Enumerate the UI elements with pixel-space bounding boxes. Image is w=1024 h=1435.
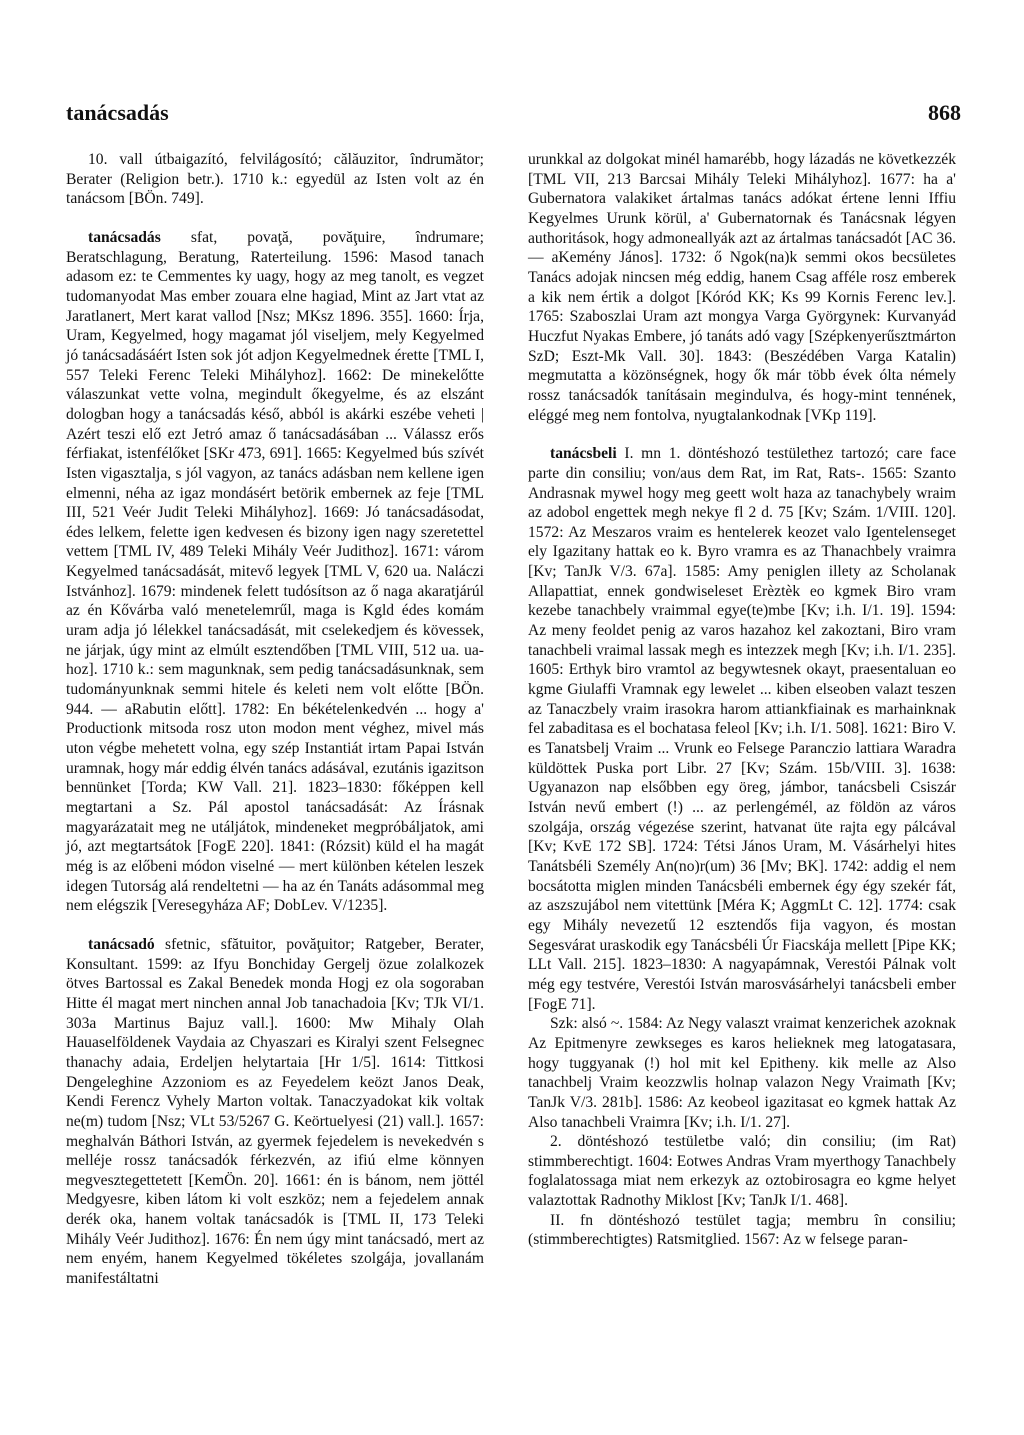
running-headword: tanácsadás bbox=[66, 100, 169, 125]
szk-paragraph: Szk: alsó ~. 1584: Az Negy valaszt vraimat kenzerichek azoknak Az Epitmenyre zewkseges es karos helieknek meg latogatasara, hogy tuggyanak (!) hol mit kel Epitheny. kik melle az Also tanachbelj Vraim keozzwlis holnap valazon Negy Vraimath [Kv; TanJk V/3. 281b]. 1586: Az keobeol igazitasat eo kgmek hattak Az Also tanachbeli Vraimra [Kv; i.h. I/1. 27]. bbox=[528, 1015, 956, 1131]
continued-paragraph: urunkkal az dolgokat minél hamarébb, hogy lázadás ne következzék [TML VII, 213 Barcsai Mihály Teleki Mihályhoz]. 1677: ha a' Gubernatora valakiket ártalmas tanács adókat értene lenni Iffiu Kegyelmes Urunk körül, a' Gubernatornak és Tanácsnak légyen authoritások, hogy admoneallyák azt az ártalmas tanácsadót [AC 36. — aKemény János]. 1732: ő Ngok(na)k semmi okos becsületes Tanács adojak nincsen még eddig, hanem Csag afféle rosz emberek a kik nem értik a dolgot [Kóród KK; Ks 99 Kornis Ferenc lev.]. 1765: Szaboszlai Uram azt mongya Varga Györgynek: Kurvanyád Huczfut Nyakas Embere, jó tanáts adó vagy [Szépkenyerűsztmárton SzD; Eszt-Mk Vall. 30]. 1843: (Beszédében Varga Katalin) megmutatta a közönségnek, hogy ők már több évek ólta némely rossz tanácsadók tanításain megindulva, és hogy-mint tennének, eléggé meg nem fontolva, nyugtalankodnak [VKp 119]. bbox=[528, 151, 956, 424]
entry-body: sfetnic, sfătuitor, povăţuitor; Ratgeber, Berater, Konsultant. 1599: az Ifyu Bonchiday Gergelj özue zolalkozek ötves Bartossal es Zakal Benedek monda Hogj ez ola sogoraban Hitte él magat mert ninchen annal Job tanachadoia [Kv; TJk VI/1. 303a Martinus Bajuz vall.]. 1600: Mw Mihaly Olah Hauaselföldenek Vaydaia az Chyaszari es Kiralyi szent Felsegnec thanachy adaia, Erdeljen helytartaia [Hr 1/5]. 1614: Tittkosi Dengeleghine Azzoniom es az Feyedelem keözt Janos Deak, Kendi Ferencz Vyhely Marton voltak. Tanaczyadokat kik voltak ne(m) tudom [Nsz; VLt 53/5267 G. Keörtuelyesi (21) vall.]. 1657: meghalván Báthori István, az gyermek fejedelem is nevekedvén s melléje rossz tanácsadók férkezvén, az ifiú elme könnyen megvesztegettetett [KemÖn. 20]. 1661: én is bánom, nem jöttél Medgyesre, kiben látom ki volt eszköz; nem a fejedelem annak derék oka, hanem voltak tanácsadók is [TML II, 173 Teleki Mihály Veér Judithoz]. 1676: Én nem úgy mint tanácsadó, mert az nem enyém, hanem Kegyelmed tökéletes szolgája, jovallanám manifestáltatni bbox=[66, 935, 484, 1288]
sense-10-paragraph: 10. vall útbaigazító, felvilágosító; călăuzitor, îndrumător; Berater (Religion betr.). 1710 k.: egyedül az Isten volt az én tanácsom [BÖn. 749]. bbox=[66, 151, 484, 208]
page-number: 868 bbox=[928, 100, 961, 125]
entry-headword: tanácsadó bbox=[88, 935, 155, 953]
sense-II-paragraph: II. fn döntéshozó testület tagja; membru în consiliu; (stimmberechtigtes) Ratsmitglied. 1567: Az w felsege paran- bbox=[528, 1211, 956, 1249]
entry-body: sfat, povaţă, povăţuire, îndrumare; Beratschlagung, Beratung, Raterteilung. 1596: Masod tanach adasom ez: te Cemmentes ky uagy, hogy az meg tanolt, es vegzet tudomanyodat Mas ember zouara elne hagiad, Mint az Jart vtat az Jaratlanert, Mert karat vallod [Nsz; MKsz 1896. 355]. 1660: Írja, Uram, Kegyelmed, hogy magamat jól viseljem, mely Kegyelmed jó tanácsadásáért Isten sok jót adjon Kegyelmednek érette [TML I, 557 Teleki Ferenc Teleki Mihályhoz]. 1662: De minekelőtte válaszunkat vette volna, megindult őkegyelme, és az elszánt dologban hogy a tanácsadás késő, abból is akárki eszébe veheti | Azért teszi elő ezt Jetró amaz ő tanácsadásában ... Válassz erős férfiakat, istenfélőket [SKr 473, 691]. 1665: Kegyelmed bús szívét Isten vigasztalja, s jól vagyon, az tanács adásban nem kellene igen elmenni, néha az igaz mondásért betörik embernek az feje [TML III, 521 Veér Judit Teleki Mihályhoz]. 1669: Jó tanácsadásodat, édes lelkem, felette igen kedvesen és bizony igen nagy szeretettel vettem [TML IV, 489 Teleki Mihály Veér Judithoz]. 1671: várom Kegyelmed tanácsadását, mitevő legyek [TML V, 620 ua. Naláczi Istvánhoz]. 1679: mindenek felett tudósítson az ő naga akaratjárúl az én Kővárba való menetelemrűl, maga is Kgld édes komám uram adja jó lélekkel tanácsadását, mit cselekedjem és kövessek, ne járjak, úgy mint az elmúlt esztendőben [TML VIII, 512 ua. ua-hoz]. 1710 k.: sem magunknak, sem pedig tanácsadásunknak, sem tudományunknak semmi hitele és keleti nem volt előtte [BÖn. 944. — aRabutin előtt]. 1782: En békételenkedvén ... hogy a' Productionk mitsoda rosz uton modon ment véghez, mivel más uton végbe mehetett volna, egy szép Instantiát irtam Papai István uramnak, hogy már eddig élvén tanács adásával, ezutánis igazitson bennünket [Torda; KW Vall. 21]. 1823–1830: főképpen kell megtartani a Sz. Pál apostol tanácsadását: Az Írásnak magyarázatait meg ne utáljátok, mindeneket megpróbáljatok, ami jó, azt megtartsátok [FogE 220]. 1841: (Rózsit) küld el ha magát még is az előbeni módon viselné — mert különben kételen leszek idegen Tutorság alá rendeltetni — ha az én Tanáts adásommal meg nem elégszik [Veresegyháza AF; DobLev. V/1235]. bbox=[66, 228, 484, 915]
right-column bbox=[528, 150, 956, 1250]
entry-body: I. mn 1. döntéshozó testülethez tartozó; care face parte din consiliu; von/aus dem Rat, im Rat, Rats-. 1565: Szanto Andrasnak mywel hogy meg geett wolt haza az tanachybely wraim az adobol engettek megh nekye fl 2 d. 75 [Kv; Szám. 1/VIII. 120]. 1572: Az Meszaros vraim es hentelerek keozet valo Igentelenseget ely Igazitany hattak eo k. Byro vramra es az Thanachbely vraimra [Kv; TanJk V/3. 67a]. 1585: Amy peniglen illety az Scholanak Allapattiat, ennek gondwiseleset Erèztèk eo kgmek Biro vram kezebe tanachbely vraimmal egye(te)mbe [Kv; i.h. I/1. 19]. 1594: Az meny feoldet penig az varos hazahoz kel zakoztani, Biro vram tanachbeli vraimal lassak megh es intezzek megh [Kv; i.h. I/1. 235]. 1605: Erthyk biro vramtol az begywtesnek okayt, praesentaluan eo kgme Giulaffi Vramnak egy lewelet ... kiben elseoben valazt teszen az Tanaczbely vraim irasokra harom attiankfiainak es marhainknak fel zabaditasa es el bochatasa feleol [Kv; i.h. I/1. 508]. 1621: Biro V. es Tanatsbelj Vraim ... Vrunk eo Felsege Paranczio lattiara Waradra küldöttek Puska port Libr. 27 [Kv; Szám. 15b/VIII. 3]. 1638: Ugyanazon nap elsőbben egy öreg, jámbor, tanácsbeli Csiszár István nevű embert (!) ... az perlengémél, az földön az város szolgája, ország végezése szerint, hatvanat üte rajta egy pálcával [Kv; KvE 172 SB]. 1724: Tétsi János Uram, M. Vásárhelyi hites Tanátsbéli Személy An(no)r(um) 36 [Mv; BK]. 1742: addig el nem bocsátotta miglen minden Tanácsbéli embernek égy égy szekér fát, az aszszujábol nem vitettünk [Méra K; AggmLt C. 12]. 1774: csak egy Mihály nevezetű 12 esztendős fija vagyon, és mostan Segesvárat uraskodik egy Tanácsbéli Úr Fiacskája mellett [Pipe KK; LLt Vall. 215]. 1823–1830: A nagyapámnak, Verestói Pálnak volt még egy testvére, Verestói István marosvásárhelyi tanácsbeli ember [FogE 71]. bbox=[528, 445, 956, 1013]
entry-tanacsbeli bbox=[528, 444, 956, 1014]
entry-headword: tanácsadás bbox=[88, 228, 161, 246]
entry-headword: tanácsbeli bbox=[550, 445, 617, 463]
entry-tanacsadas bbox=[66, 228, 484, 916]
entry-tanacsado bbox=[66, 935, 484, 1289]
left-column bbox=[66, 150, 484, 1289]
sense-2-paragraph: 2. döntéshozó testületbe való; din consiliu; (im Rat) stimmberechtigt. 1604: Eotwes Andras Vram myerthogy Tanachbely foglalatossaga miat nem erkezyk az oztobirosagra eo kgme helyet valaztottak Radnothy Miklost [Kv; TanJk I/1. 468]. bbox=[528, 1133, 956, 1210]
